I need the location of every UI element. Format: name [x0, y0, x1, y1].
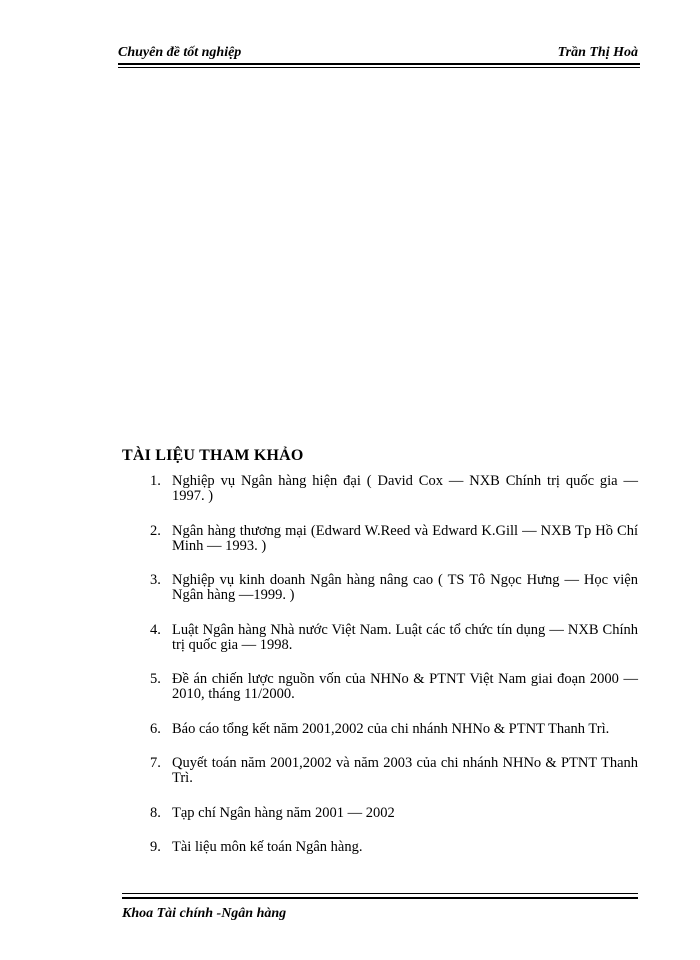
- reference-number: 1.: [150, 473, 161, 489]
- reference-text: Quyết toán năm 2001,2002 và năm 2003 của chi nhánh NHNo & PTNT Thanh Trì.: [172, 755, 638, 786]
- reference-item: [150, 474, 638, 504]
- header-rule-thick: [118, 63, 640, 65]
- header-rule-thin: [118, 67, 640, 68]
- reference-item: [150, 573, 638, 603]
- header-document-type: Chuyên đề tốt nghiệp: [118, 45, 242, 60]
- footer-department: Khoa Tài chính -Ngân hàng: [122, 906, 287, 921]
- reference-text: Đề án chiến lược nguồn vốn của NHNo & PTNT Việt Nam giai đoạn 2000 — 2010, tháng 11/2000.: [172, 671, 638, 702]
- reference-text: Luật Ngân hàng Nhà nước Việt Nam. Luật các tổ chức tín dụng — NXB Chính trị quốc gia — 1998.: [172, 621, 638, 653]
- page-header: [118, 44, 638, 64]
- reference-number: 2.: [150, 522, 161, 539]
- reference-text: Tạp chí Ngân hàng năm 2001 — 2002: [172, 804, 395, 821]
- reference-text: Ngân hàng thương mại (Edward W.Reed và Edward K.Gill — NXB Tp Hồ Chí Minh — 1993. ): [172, 522, 638, 554]
- reference-number: 7.: [150, 755, 161, 771]
- reference-item: [150, 806, 638, 821]
- reference-list: [150, 474, 638, 875]
- reference-number: 6.: [150, 720, 161, 737]
- reference-number: 8.: [150, 804, 161, 821]
- reference-item: [150, 623, 638, 653]
- reference-item: [150, 524, 638, 554]
- footer-rule-thick: [122, 897, 638, 899]
- reference-number: 4.: [150, 621, 161, 638]
- footer-rule-thin: [122, 893, 638, 894]
- reference-text: Nghiệp vụ Ngân hàng hiện đại ( David Cox — NXB Chính trị quốc gia — 1997. ): [172, 473, 638, 504]
- reference-number: 3.: [150, 572, 161, 588]
- header-author: Trần Thị Hoà: [557, 45, 638, 60]
- reference-number: 9.: [150, 839, 161, 855]
- reference-item: [150, 672, 638, 702]
- reference-item: [150, 840, 638, 855]
- reference-text: Nghiệp vụ kinh doanh Ngân hàng nâng cao ( TS Tô Ngọc Hưng — Học viện Ngân hàng —1999. ): [172, 572, 638, 603]
- reference-number: 5.: [150, 671, 161, 687]
- reference-item: [150, 722, 638, 737]
- reference-item: [150, 756, 638, 786]
- references-title: TÀI LIỆU THAM KHẢO: [122, 447, 304, 464]
- reference-text: Tài liệu môn kế toán Ngân hàng.: [172, 839, 363, 855]
- reference-text: Báo cáo tổng kết năm 2001,2002 của chi nhánh NHNo & PTNT Thanh Trì.: [172, 720, 610, 737]
